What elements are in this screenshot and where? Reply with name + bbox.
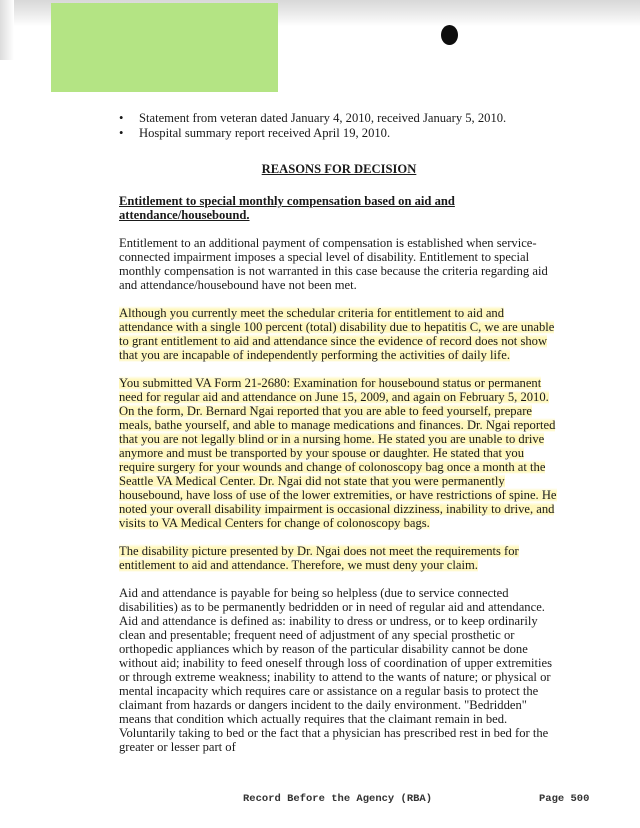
paragraph-text: Aid and attendance is payable for being so helpless (due to service connected disabilities) as to be permanently bedridden or in need of regular aid and attendance. Aid and attendance is defined as: inability to dress or undress, or to keep ordinarily clean and presentable; frequent need of adjustment of any special prosthetic or orthopedic appliances which by reason of the particular disability cannot be done without aid; inability to feed oneself through loss of coordination of upper extremities or through extreme weakness; inability to attend to the wants of nature; or physical or mental incapacity which requires care or assistance on a regular basis to protect the claimant from hazards or dangers incident to the daily environment. "Bedridden" means that condition which actually requires that the claimant remain in bed. Voluntarily taking to bed or the fact that a physician has prescribed rest in bed for the greater or lesser part of: [119, 586, 552, 754]
document-body: [119, 111, 559, 754]
section-title: REASONS FOR DECISION: [261, 162, 417, 176]
highlighted-text: You submitted VA Form 21-2680: Examination for housebound status or permanent need for regular aid and attendance on June 15, 2009, and again on February 5, 2010. On the form, Dr. Bernard Ngai reported that you are able to feed yourself, prepare meals, bathe yourself, and able to manage medications and finances. Dr. Ngai reported that you are not legally blind or in a nursing home. He stated you are unable to drive anymore and must be transported by your spouse or daughter. He stated that you require surgery for your wounds and change of colonoscopy bag once a month at the Seattle VA Medical Center. Dr. Ngai did not state that you were permanently housebound, have loss of use of the lower extremities, or have restrictions of spine. He noted your overall disability impairment is occasional dizziness, inability to drive, and visits to VA Medical Centers for change of colonoscopy bags.: [119, 376, 557, 530]
punch-hole-dot: [441, 25, 458, 45]
enclosures-list: [119, 111, 559, 141]
paragraph-aid-attendance-definition: [119, 586, 559, 754]
paragraph-claim-denied: [119, 544, 559, 572]
enclosure-text: Hospital summary report received April 19, 2010.: [139, 126, 391, 140]
bullet-icon: •: [119, 126, 124, 140]
scan-left-shadow: [0, 0, 14, 60]
paragraph-text: Entitlement to an additional payment of compensation is established when service-connected impairment imposes a special level of disability. Entitlement to special monthly compensation is not warranted in this case because the criteria regarding aid and attendance/housebound have not been met.: [119, 236, 548, 292]
paragraph-entitlement-intro: [119, 236, 559, 292]
highlighted-text: The disability picture presented by Dr. Ngai does not meet the requirements for entitlement to aid and attendance. Therefore, we must deny your claim.: [119, 544, 519, 572]
footer-page-number: Page 500: [539, 793, 590, 805]
highlighted-text: Although you currently meet the schedular criteria for entitlement to aid and attendance with a single 100 percent (total) disability due to hepatitis C, we are unable to grant entitlement to aid and attendance since the evidence of record does not show that you are incapable of independently performing the activities of daily life.: [119, 306, 555, 362]
paragraph-schedular-criteria: [119, 306, 559, 362]
subsection-title: Entitlement to special monthly compensation based on aid and attendance/housebound.: [119, 194, 455, 222]
green-sticky-note: [51, 3, 278, 92]
enclosure-item: [119, 111, 559, 126]
bullet-icon: •: [119, 111, 124, 125]
enclosure-item: [119, 126, 559, 141]
enclosure-text: Statement from veteran dated January 4, 2010, received January 5, 2010.: [139, 111, 507, 125]
footer-record-label: Record Before the Agency (RBA): [243, 793, 433, 805]
paragraph-va-form-exam: [119, 376, 559, 530]
